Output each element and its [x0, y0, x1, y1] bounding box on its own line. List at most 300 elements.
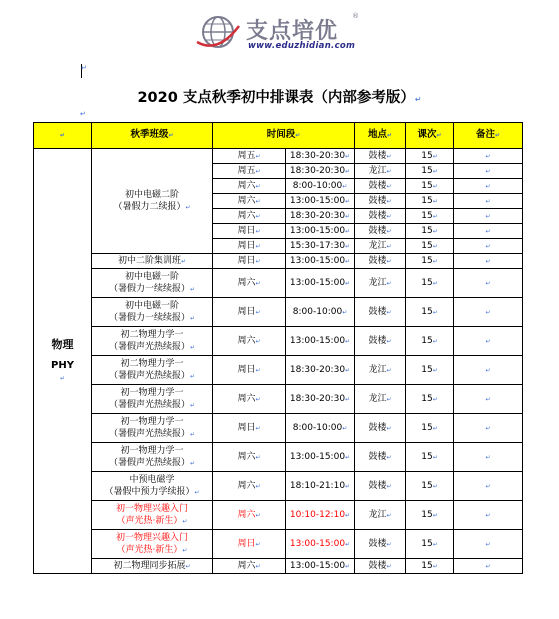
cell-text: 15 — [421, 364, 433, 375]
cell-text: 13:00-15:00 — [289, 225, 346, 236]
cell-text: 周日 — [237, 306, 256, 317]
page-title — [0, 86, 559, 107]
note-cell — [454, 224, 523, 239]
paragraph-mark: ↵ — [255, 337, 261, 345]
day-cell — [213, 414, 286, 443]
time-cell — [286, 385, 355, 414]
header-note: 备注↵ — [454, 123, 523, 149]
course-line: （暑假力二续报）↵ — [113, 201, 191, 212]
course-cell — [92, 559, 213, 574]
time-cell — [286, 194, 355, 209]
paragraph-mark: ↵ — [485, 366, 491, 374]
location-cell — [355, 149, 406, 164]
cell-text: 周五 — [237, 165, 256, 176]
note-cell — [454, 254, 523, 269]
cell-text: 8:00-10:00 — [292, 306, 343, 317]
cell-text: 13:00-15:00 — [289, 255, 346, 266]
paragraph-mark: ↵ — [345, 197, 351, 205]
day-cell — [213, 298, 286, 327]
table-row — [34, 269, 523, 298]
table-row — [34, 254, 523, 269]
paragraph-mark: ↵ — [485, 182, 491, 190]
cell-text: 周六 — [237, 180, 256, 191]
course-cell — [92, 443, 213, 472]
paragraph-mark: ↵ — [386, 197, 392, 205]
paragraph-mark: ↵ — [485, 337, 491, 345]
course-cell — [92, 414, 213, 443]
time-cell — [286, 298, 355, 327]
paragraph-mark: ↵ — [80, 110, 86, 118]
course-line: （声光热·新生）↵ — [116, 515, 188, 526]
paragraph-mark: ↵ — [386, 366, 392, 374]
paragraph-mark: ↵ — [432, 167, 438, 175]
day-cell — [213, 254, 286, 269]
paragraph-mark: ↵ — [189, 314, 196, 322]
paragraph-mark: ↵ — [432, 562, 438, 570]
course-line: 初中电磁一阶 — [124, 271, 179, 282]
paragraph-mark: ↵ — [345, 453, 351, 461]
paragraph-mark: ↵ — [255, 395, 261, 403]
globe-icon — [196, 12, 240, 52]
paragraph-mark: ↵ — [485, 279, 491, 287]
paragraph-mark: ↵ — [255, 212, 261, 220]
brand-logo — [196, 12, 366, 52]
cell-text: 周六 — [237, 451, 256, 462]
cell-text: 周六 — [237, 210, 256, 221]
course-line: （暑假力一续续报）↵ — [108, 312, 196, 323]
course-line: 初中电磁一阶 — [124, 300, 179, 311]
cell-text: 鼓楼 — [368, 538, 387, 549]
location-cell — [355, 179, 406, 194]
paragraph-mark: ↵ — [255, 227, 261, 235]
paragraph-mark: ↵ — [255, 424, 261, 432]
location-cell — [355, 501, 406, 530]
paragraph-mark: ↵ — [432, 308, 438, 316]
cell-text: 15 — [421, 240, 433, 251]
course-cell — [92, 356, 213, 385]
cell-text: 15 — [421, 422, 433, 433]
time-cell — [286, 559, 355, 574]
paragraph-mark: ↵ — [81, 64, 87, 72]
day-cell — [213, 194, 286, 209]
cell-text: 龙江 — [368, 364, 387, 375]
sessions-cell — [406, 149, 454, 164]
table-row — [34, 298, 523, 327]
paragraph-mark: ↵ — [255, 562, 261, 570]
day-cell — [213, 239, 286, 254]
brand-url: www.eduzhidian.com — [248, 41, 356, 51]
time-cell — [286, 501, 355, 530]
cell-text: 18:10-21:10 — [289, 480, 346, 491]
sessions-cell — [406, 179, 454, 194]
paragraph-mark: ↵ — [185, 562, 191, 570]
paragraph-mark: ↵ — [255, 152, 261, 160]
note-cell — [454, 164, 523, 179]
paragraph-mark: ↵ — [386, 227, 392, 235]
cell-text: 10:10-12:10 — [289, 509, 346, 520]
paragraph-mark: ↵ — [386, 540, 392, 548]
course-line: 中预电磁学 — [129, 474, 175, 485]
course-cell — [92, 385, 213, 414]
paragraph-mark: ↵ — [345, 337, 351, 345]
cell-text: 15 — [421, 180, 433, 191]
cell-text: 15 — [421, 255, 433, 266]
subject-name: 物理 — [51, 337, 74, 351]
sessions-cell — [406, 298, 454, 327]
cell-text: 15 — [421, 277, 433, 288]
note-cell — [454, 149, 523, 164]
paragraph-mark: ↵ — [485, 227, 491, 235]
paragraph-mark: ↵ — [432, 242, 438, 250]
location-cell — [355, 224, 406, 239]
paragraph-mark: ↵ — [386, 453, 392, 461]
paragraph-mark: ↵ — [342, 308, 348, 316]
sessions-cell — [406, 327, 454, 356]
cell-text: 鼓楼 — [368, 422, 387, 433]
location-cell — [355, 164, 406, 179]
cell-text: 周六 — [237, 480, 256, 491]
time-cell — [286, 149, 355, 164]
cell-text: 18:30-20:30 — [289, 150, 346, 161]
schedule-table — [33, 122, 523, 574]
location-cell — [355, 298, 406, 327]
paragraph-mark: ↵ — [342, 182, 348, 190]
paragraph-mark: ↵ — [182, 546, 188, 554]
paragraph-mark: ↵ — [345, 540, 351, 548]
cell-text: 周日 — [237, 364, 256, 375]
note-cell — [454, 414, 523, 443]
course-line: 初一物理力学一 — [120, 416, 184, 427]
paragraph-mark: ↵ — [432, 482, 438, 490]
paragraph-mark: ↵ — [345, 242, 351, 250]
course-cell — [92, 149, 213, 254]
paragraph-mark: ↵ — [189, 459, 196, 467]
location-cell — [355, 530, 406, 559]
cell-text: 13:00-15:00 — [289, 451, 346, 462]
paragraph-mark: ↵ — [485, 242, 491, 250]
table-row — [34, 501, 523, 530]
day-cell — [213, 385, 286, 414]
cell-text: 15 — [421, 150, 433, 161]
time-cell — [286, 209, 355, 224]
paragraph-mark: ↵ — [255, 540, 261, 548]
paragraph-mark: ↵ — [414, 95, 422, 104]
paragraph-mark: ↵ — [432, 424, 438, 432]
course-line: （暑假声光热续报）↵ — [108, 399, 196, 410]
cell-text: 8:00-10:00 — [292, 422, 343, 433]
cell-text: 鼓楼 — [368, 210, 387, 221]
cell-text: 龙江 — [368, 277, 387, 288]
paragraph-mark: ↵ — [485, 482, 491, 490]
paragraph-mark: ↵ — [255, 242, 261, 250]
cell-text: 18:30-20:30 — [289, 210, 346, 221]
day-cell — [213, 530, 286, 559]
paragraph-mark: ↵ — [345, 167, 351, 175]
day-cell — [213, 356, 286, 385]
table-row — [34, 443, 523, 472]
paragraph-mark: ↵ — [432, 453, 438, 461]
location-cell — [355, 239, 406, 254]
course-line: （暑假声光热续报）↵ — [108, 370, 196, 381]
cell-text: 周六 — [237, 195, 256, 206]
cell-text: 15 — [421, 538, 433, 549]
time-cell — [286, 269, 355, 298]
paragraph-mark: ↵ — [386, 242, 392, 250]
paragraph-mark: ↵ — [189, 372, 196, 380]
paragraph-mark: ↵ — [386, 511, 392, 519]
paragraph-mark: ↵ — [189, 430, 196, 438]
paragraph-mark: ↵ — [386, 308, 392, 316]
cell-text: 15 — [421, 451, 433, 462]
paragraph-mark: ↵ — [432, 511, 438, 519]
sessions-cell — [406, 209, 454, 224]
header-course: 秋季班级↵ — [92, 123, 213, 149]
paragraph-mark: ↵ — [345, 562, 351, 570]
cell-text: 鼓楼 — [368, 255, 387, 266]
cell-text: 龙江 — [368, 165, 387, 176]
paragraph-mark: ↵ — [485, 562, 491, 570]
course-line: 初中二阶集训班↵ — [117, 255, 187, 266]
day-cell — [213, 149, 286, 164]
sessions-cell — [406, 530, 454, 559]
cell-text: 周六 — [237, 509, 256, 520]
note-cell — [454, 356, 523, 385]
paragraph-mark: ↵ — [255, 167, 261, 175]
note-cell — [454, 501, 523, 530]
paragraph-mark: ↵ — [386, 395, 392, 403]
paragraph-mark: ↵ — [345, 152, 351, 160]
note-cell — [454, 239, 523, 254]
paragraph-mark: ↵ — [189, 343, 196, 351]
course-line: （暑假声光热续报）↵ — [108, 457, 196, 468]
sessions-cell — [406, 224, 454, 239]
time-cell — [286, 472, 355, 501]
course-cell — [92, 530, 213, 559]
day-cell — [213, 224, 286, 239]
paragraph-mark: ↵ — [485, 424, 491, 432]
paragraph-mark: ↵ — [485, 308, 491, 316]
paragraph-mark: ↵ — [189, 401, 196, 409]
sessions-cell — [406, 385, 454, 414]
paragraph-mark: ↵ — [485, 152, 491, 160]
paragraph-mark: ↵ — [255, 511, 261, 519]
header-row — [34, 123, 523, 149]
cell-text: 鼓楼 — [368, 560, 387, 571]
time-cell — [286, 530, 355, 559]
course-cell — [92, 501, 213, 530]
day-cell — [213, 327, 286, 356]
brand-name: 支点培优 — [246, 19, 339, 44]
paragraph-mark: ↵ — [342, 424, 348, 432]
location-cell — [355, 194, 406, 209]
course-cell — [92, 298, 213, 327]
paragraph-mark: ↵ — [432, 197, 438, 205]
paragraph-mark: ↵ — [255, 308, 261, 316]
location-cell — [355, 254, 406, 269]
paragraph-mark: ↵ — [386, 279, 392, 287]
course-line: 初一物理力学一 — [120, 445, 184, 456]
time-cell — [286, 327, 355, 356]
sessions-cell — [406, 269, 454, 298]
paragraph-mark: ↵ — [432, 337, 438, 345]
course-line: 初一物理力学一 — [120, 387, 184, 398]
cell-text: 周日 — [237, 255, 256, 266]
header-timeslot: 时间段↵ — [213, 123, 355, 149]
cell-text: 鼓楼 — [368, 451, 387, 462]
paragraph-mark: ↵ — [386, 257, 392, 265]
paragraph-mark: ↵ — [432, 257, 438, 265]
note-cell — [454, 298, 523, 327]
sessions-cell — [406, 443, 454, 472]
paragraph-mark: ↵ — [432, 395, 438, 403]
location-cell — [355, 414, 406, 443]
paragraph-mark: ↵ — [345, 279, 351, 287]
day-cell — [213, 472, 286, 501]
header-subject — [34, 123, 92, 149]
cell-text: 周六 — [237, 335, 256, 346]
location-cell — [355, 209, 406, 224]
cell-text: 龙江 — [368, 393, 387, 404]
schedule-body — [34, 149, 523, 574]
cell-text: 鼓楼 — [368, 150, 387, 161]
table-row — [34, 385, 523, 414]
paragraph-mark: ↵ — [345, 511, 351, 519]
day-cell — [213, 209, 286, 224]
time-cell — [286, 443, 355, 472]
table-row — [34, 414, 523, 443]
registered-mark: ® — [352, 12, 359, 20]
subject-spacer — [34, 352, 91, 360]
location-cell — [355, 472, 406, 501]
paragraph-mark: ↵ — [255, 453, 261, 461]
course-line: 初二物理同步拓展↵ — [113, 560, 191, 571]
cell-text: 鼓楼 — [368, 195, 387, 206]
course-line: 初中电磁二阶 — [124, 189, 179, 200]
cell-text: 18:30-20:30 — [289, 165, 346, 176]
cell-text: 13:00-15:00 — [289, 560, 346, 571]
paragraph-mark: ↵ — [255, 182, 261, 190]
paragraph-mark: ↵ — [255, 257, 261, 265]
cell-text: 15 — [421, 335, 433, 346]
note-cell — [454, 194, 523, 209]
paragraph-mark: ↵ — [386, 182, 392, 190]
cell-text: 13:00-15:00 — [289, 538, 346, 549]
subject-code: PHY — [51, 359, 74, 371]
cell-text: 15:30-17:30 — [289, 240, 346, 251]
sessions-cell — [406, 472, 454, 501]
note-cell — [454, 559, 523, 574]
day-cell — [213, 559, 286, 574]
location-cell — [355, 559, 406, 574]
note-cell — [454, 269, 523, 298]
cell-text: 13:00-15:00 — [289, 195, 346, 206]
cell-text: 18:30-20:30 — [289, 393, 346, 404]
cell-text: 周六 — [237, 277, 256, 288]
time-cell — [286, 239, 355, 254]
course-line: （暑假中预力学续报）↵ — [104, 486, 200, 497]
paragraph-mark: ↵ — [59, 132, 66, 139]
note-cell — [454, 472, 523, 501]
time-cell — [286, 414, 355, 443]
cell-text: 13:00-15:00 — [289, 335, 346, 346]
paragraph-mark: ↵ — [485, 212, 491, 220]
paragraph-mark: ↵ — [386, 424, 392, 432]
sessions-cell — [406, 164, 454, 179]
course-cell — [92, 254, 213, 269]
cell-text: 周日 — [237, 538, 256, 549]
paragraph-mark: ↵ — [386, 167, 392, 175]
course-line: （暑假声光热续报）↵ — [108, 341, 196, 352]
cell-text: 周日 — [237, 240, 256, 251]
day-cell — [213, 164, 286, 179]
paragraph-mark: ↵ — [432, 212, 438, 220]
paragraph-mark: ↵ — [189, 285, 196, 293]
paragraph-mark: ↵ — [386, 562, 392, 570]
paragraph-mark: ↵ — [432, 366, 438, 374]
location-cell — [355, 385, 406, 414]
sessions-cell — [406, 559, 454, 574]
paragraph-mark: ↵ — [432, 152, 438, 160]
note-cell — [454, 443, 523, 472]
paragraph-mark: ↵ — [485, 197, 491, 205]
paragraph-mark: ↵ — [345, 366, 351, 374]
day-cell — [213, 269, 286, 298]
table-row — [34, 530, 523, 559]
time-cell — [286, 254, 355, 269]
paragraph-mark: ↵ — [386, 482, 392, 490]
table-row — [34, 356, 523, 385]
paragraph-mark: ↵ — [345, 482, 351, 490]
course-line: 初二物理力学一 — [120, 329, 184, 340]
cell-text: 周六 — [237, 560, 256, 571]
paragraph-mark: ↵ — [386, 337, 392, 345]
paragraph-mark: ↵ — [485, 511, 491, 519]
note-cell — [454, 385, 523, 414]
cell-text: 15 — [421, 393, 433, 404]
cell-text: 鼓楼 — [368, 180, 387, 191]
note-cell — [454, 179, 523, 194]
title-text: 2020 支点秋季初中排课表（内部参考版） — [137, 90, 415, 106]
paragraph-mark: ↵ — [180, 257, 187, 265]
note-cell — [454, 327, 523, 356]
course-cell — [92, 327, 213, 356]
paragraph-mark: ↵ — [432, 279, 438, 287]
cell-text: 周日 — [237, 422, 256, 433]
cell-text: 鼓楼 — [368, 306, 387, 317]
day-cell — [213, 501, 286, 530]
paragraph-mark: ↵ — [485, 453, 491, 461]
time-cell — [286, 356, 355, 385]
day-cell — [213, 179, 286, 194]
cell-text: 15 — [421, 195, 433, 206]
paragraph-mark: ↵ — [255, 197, 261, 205]
sessions-cell — [406, 356, 454, 385]
course-cell — [92, 269, 213, 298]
subject-cell — [34, 149, 92, 574]
table-row — [34, 149, 523, 164]
location-cell — [355, 327, 406, 356]
location-cell — [355, 443, 406, 472]
paragraph-mark: ↵ — [345, 257, 351, 265]
paragraph-mark: ↵ — [345, 212, 351, 220]
note-cell — [454, 530, 523, 559]
header-location: 地点↵ — [355, 123, 406, 149]
course-line: 初一物理兴趣入门 — [115, 503, 188, 514]
paragraph-mark: ↵ — [432, 540, 438, 548]
course-line: 初二物理力学一 — [120, 358, 184, 369]
course-cell — [92, 472, 213, 501]
paragraph-mark: ↵ — [345, 227, 351, 235]
